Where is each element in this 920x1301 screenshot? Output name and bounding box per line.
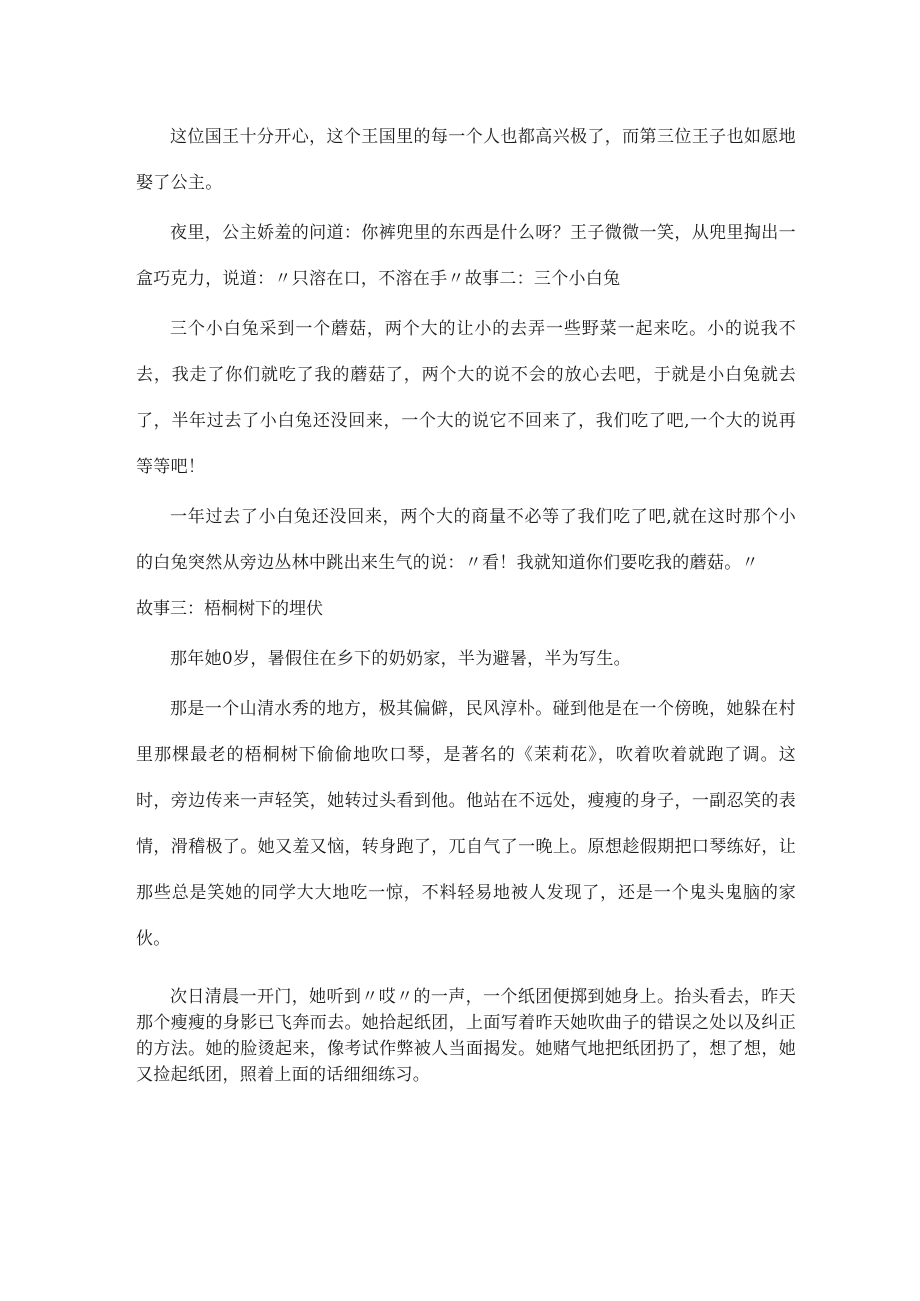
story-three-heading: 故事三：梧桐树下的埋伏 xyxy=(136,599,323,619)
document-page xyxy=(136,114,796,1088)
paragraph-next-morning: 次日清晨一开门，她听到〃哎〃的一声，一个纸团便掷到她身上。抬头看去，昨天那个瘦瘦的身影已飞奔而去。她拾起纸团，上面写着昨天她吹曲子的错误之处以及纠正的方法。她的脸烫起来，像考试作弊被人当面揭发。她赌气地把纸团扔了，想了想，她又捡起纸团，照着上面的话细细练习。 xyxy=(136,987,796,1085)
paragraph-king-happy: 这位国王十分开心，这个王国里的每一个人也都高兴极了，而第三位王子也如愿地娶了公主。 xyxy=(136,127,796,193)
paragraph-princess-question: 夜里，公主娇羞的问道：你裤兜里的东西是什么呀？王子微微一笑，从兜里掏出一盒巧克力，说道：〃只溶在口，不溶在手〃故事二：三个小白兔 xyxy=(136,223,796,289)
paragraph-summer-vacation: 那年她0岁，暑假住在乡下的奶奶家，半为避暑，半为写生。 xyxy=(170,649,631,669)
paragraph-village-evening: 那是一个山清水秀的地方，极其偏僻，民风淳朴。碰到他是在一个傍晚，她躲在村里那棵最老的梧桐树下偷偷地吹口琴，是著名的《茉莉花》，吹着吹着就跑了调。这时，旁边传来一声轻笑，她转过头看到他。他站在不远处，瘦瘦的身子，一副忍笑的表情，滑稽极了。她又羞又恼，转身跑了，兀自气了一晚上。原想趁假期把口琴练好，让那些总是笑她的同学大大地吃一惊，不料轻易地被人发现了，还是一个鬼头鬼脑的家伙。 xyxy=(136,699,796,949)
paragraph-three-rabbits: 三个小白兔采到一个蘑菇，两个大的让小的去弄一些野菜一起来吃。小的说我不去，我走了你们就吃了我的蘑菇了，两个大的说不会的放心去吧，于就是小白兔就去了，半年过去了小白兔还没回来，一个大的说它不回来了，我们吃了吧,一个大的说再等等吧！ xyxy=(136,319,796,477)
paragraph-one-year-later: 一年过去了小白兔还没回来，两个大的商量不必等了我们吃了吧,就在这时那个小的白兔突然从旁边丛林中跳出来生气的说：〃看！我就知道你们要吃我的蘑菇。〃 xyxy=(136,507,796,573)
